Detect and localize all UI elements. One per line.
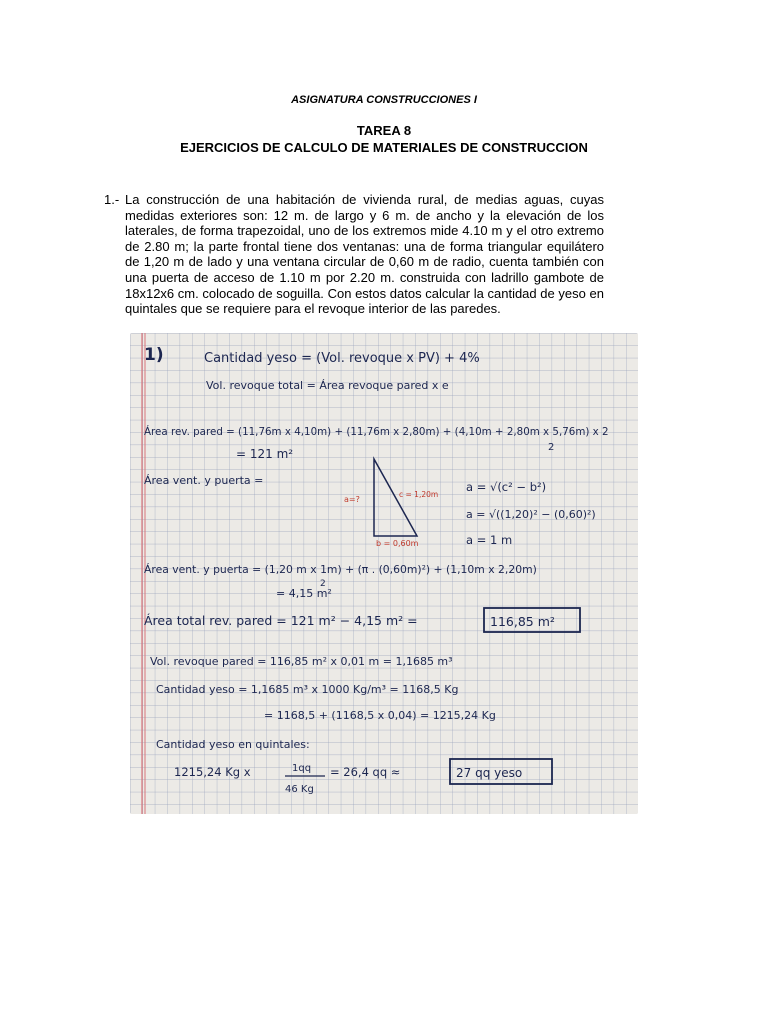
area-rev-pared-result: = 121 m² <box>236 447 294 461</box>
area-total-rev-pared: Área total rev. pared = 121 m² − 4,15 m² = <box>144 613 418 628</box>
conversion-result: = 26,4 qq ≈ <box>330 765 401 779</box>
pythagoras-formula: a = √(c² − b²) <box>466 480 547 494</box>
cantidad-yeso-kg: Cantidad yeso = 1,1685 m³ x 1000 Kg/m³ = 1168,5 Kg <box>156 683 459 696</box>
document-title: EJERCICIOS DE CALCULO DE MATERIALES DE CONSTRUCCION <box>180 140 588 155</box>
area-rev-pared-denominator: 2 <box>548 442 555 453</box>
area-rev-pared: Área rev. pared = (11,76m x 4,10m) + (11,76m x 2,80m) + (4,10m + 2,80m x 5,76m) x 2 <box>144 426 609 438</box>
conversion-quintales: 1215,24 Kg x <box>174 765 251 779</box>
exercise-number: 1.- <box>104 192 120 207</box>
area-vent-puerta-denominator: 2 <box>320 579 326 589</box>
vol-revoque-pared: Vol. revoque pared = 116,85 m² x 0,01 m = 1,1685 m³ <box>150 655 453 668</box>
area-vent-puerta-formula: Área vent. y puerta = (1,20 m x 1m) + (π . (0,60m)²) + (1,10m x 2,20m) <box>144 563 537 576</box>
fraction-numerator: 1qq <box>292 763 312 774</box>
cantidad-yeso-con-desperdicio: = 1168,5 + (1168,5 x 0,04) = 1215,24 Kg <box>264 709 496 722</box>
triangle-side-c: c = 1,20m <box>399 490 439 499</box>
pythagoras-result: a = 1 m <box>466 533 513 547</box>
triangle-side-a: a=? <box>344 495 360 504</box>
handwritten-solution-photo <box>130 333 638 814</box>
item-number: 1) <box>144 345 164 365</box>
exercise-statement <box>104 192 604 317</box>
triangle-side-b: b = 0,60m <box>376 539 419 548</box>
formula-vol-revoque: Vol. revoque total = Área revoque pared x e <box>206 379 449 392</box>
area-vent-puerta-label: Área vent. y puerta = <box>144 474 264 487</box>
exercise-text: La construcción de una habitación de vivienda rural, de medias aguas, cuyas medidas exteriores son: 12 m. de largo y 6 m. de ancho y la elevación de los laterales, de forma trapezoidal, uno de los extremos mide 4.10 m y el otro extremo de 2.80 m; la parte frontal tiene dos ventanas: una de forma triangular equilátero de 1,20 m de lado y una ventana circular de 0,60 m de radio, cuenta también con una puerta de acceso de 1.10 m por 2.20 m. construida con ladrillo gambote de 18x12x6 cm. colocado de soguilla. Con estos datos calcular la cantidad de yeso en quintales que se requiere para el revoque interior de las paredes. <box>125 192 604 317</box>
area-total-value: 116,85 m² <box>490 614 555 629</box>
cantidad-yeso-quintales-label: Cantidad yeso en quintales: <box>156 738 310 751</box>
pythagoras-substitution: a = √((1,20)² − (0,60)²) <box>466 508 596 521</box>
final-answer: 27 qq yeso <box>456 766 523 780</box>
formula-yeso: Cantidad yeso = (Vol. revoque x PV) + 4% <box>204 351 480 366</box>
course-subject: ASIGNATURA CONSTRUCCIONES I <box>291 94 477 106</box>
task-number: TAREA 8 <box>356 123 412 138</box>
fraction-denominator: 46 Kg <box>285 784 314 795</box>
area-vent-puerta-result: = 4,15 m² <box>276 587 332 600</box>
